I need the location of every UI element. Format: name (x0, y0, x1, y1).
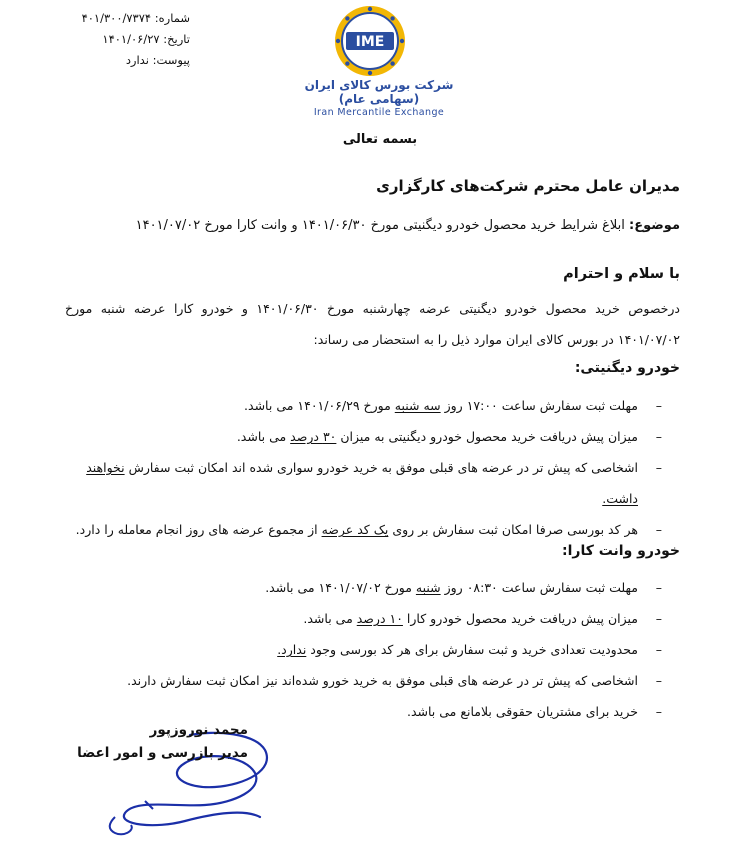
ime-logo-icon (333, 4, 407, 78)
list-item-emphasis: ندارد. (277, 642, 307, 657)
list-item-text: خرید برای مشتریان حقوقی بلامانع می باشد. (406, 704, 638, 719)
list-item (55, 514, 680, 545)
bullet-dash: – (655, 673, 662, 688)
section-dignity-list (55, 390, 680, 545)
letter-number-row (20, 8, 190, 29)
list-item-emphasis: ۱۰ درصد (356, 611, 403, 626)
list-item-text: اشخاصی که پیش تر در عرضه های قبلی موفق به خرید خودرو سواری شده اند امکان ثبت سفارش (124, 460, 638, 475)
intro-paragraph: درخصوص خرید محصول خودرو دیگنیتی عرضه چهارشنبه مورخ ۱۴۰۱/۰۶/۳۰ و خودرو کارا عرضه شنبه مورخ ۱۴۰۱/۰۷/۰۲ در بورس کالای ایران موارد ذیل را به استحضار می رساند: (65, 301, 681, 347)
greeting: با سلام و احترام (563, 266, 680, 282)
list-item-text-tail: مورخ ۱۴۰۱/۰۶/۲۹ می باشد. (244, 398, 395, 413)
list-item-text: میزان پیش دریافت خرید محصول خودرو دیگنیتی به میزان (336, 429, 638, 444)
list-item (55, 390, 680, 421)
bullet-dash: – (655, 611, 662, 626)
list-item-text: محدودیت تعدادی خرید و ثبت سفارش برای هر کد بورسی وجود (306, 642, 638, 657)
letter-date-label: تاریخ: (163, 32, 190, 46)
list-item-emphasis: سه شنبه (394, 398, 441, 413)
letter-number-label: شماره: (154, 11, 190, 25)
list-item (55, 452, 680, 514)
list-item-emphasis: یک کد عرضه (321, 522, 389, 537)
subject-label: موضوع: (629, 218, 680, 233)
section-kara-title: خودرو وانت کارا: (562, 543, 680, 559)
subject-line (60, 218, 680, 233)
list-item (55, 572, 680, 603)
company-name-fa: شرکت بورس کالای ایران (سهامی عام) (304, 78, 454, 106)
letter-date-row (20, 29, 190, 50)
bullet-dash: – (655, 580, 662, 595)
bullet-dash: – (655, 460, 662, 475)
letter-number-value: ۴۰۱/۳۰۰/۷۳۷۴ (81, 11, 152, 25)
bismillah: بسمه تعالی (342, 132, 418, 147)
subject-text: ابلاغ شرایط خرید محصول خودرو دیگنیتی مورخ ۱۴۰۱/۰۶/۳۰ و وانت کارا مورخ ۱۴۰۱/۰۷/۰۲ (135, 218, 625, 233)
bullet-dash: – (655, 429, 662, 444)
letter-attachment-label: پیوست: (152, 53, 190, 67)
list-item (55, 665, 680, 696)
list-item-text: مهلت ثبت سفارش ساعت ۰۸:۳۰ روز (440, 580, 638, 595)
list-item-text: مهلت ثبت سفارش ساعت ۱۷:۰۰ روز (440, 398, 638, 413)
list-item-text: میزان پیش دریافت خرید محصول خودرو کارا (402, 611, 638, 626)
handwritten-signature (95, 725, 295, 845)
list-item (55, 421, 680, 452)
addressee: مدیران عامل محترم شرکت‌های کارگزاری (376, 177, 680, 195)
list-item-emphasis: شنبه (415, 580, 441, 595)
list-item (55, 634, 680, 665)
company-name-en: Iran Mercantile Exchange (313, 107, 445, 118)
list-item-text-tail: می باشد. (303, 611, 357, 626)
list-item-text: اشخاصی که پیش تر در عرضه های قبلی موفق به خرید خورو شده‌اند نیز امکان ثبت سفارش دارند. (127, 673, 638, 688)
list-item-text-tail: از مجموع عرضه های روز انجام معامله را دارد. (75, 522, 322, 537)
signatory-name: محمد نوروزپور (149, 722, 248, 738)
bullet-dash: – (655, 642, 662, 657)
logo-text: IME (355, 34, 385, 50)
signatory-title: مدیر بازرسی و امور اعضا (77, 745, 248, 761)
letter-date-value: ۱۴۰۱/۰۶/۲۷ (102, 32, 160, 46)
list-item (55, 603, 680, 634)
bullet-dash: – (655, 704, 662, 719)
company-name-block (290, 78, 468, 118)
section-kara-list (55, 572, 680, 727)
list-item-text: هر کد بورسی صرفا امکان ثبت سفارش بر روی (388, 522, 638, 537)
section-dignity-title: خودرو دیگنیتی: (574, 360, 680, 376)
list-item-emphasis: نخواهند داشت. (86, 460, 638, 506)
bullet-dash: – (655, 522, 662, 537)
bullet-dash: – (655, 398, 662, 413)
letter-attachment-value: ندارد (125, 53, 149, 67)
list-item-text-tail: می باشد. (236, 429, 291, 444)
list-item-text-tail: مورخ ۱۴۰۱/۰۷/۰۲ می باشد. (265, 580, 416, 595)
list-item-emphasis: ۳۰ درصد (290, 429, 337, 444)
letter-meta (20, 8, 190, 71)
letter-attachment-row (20, 50, 190, 71)
